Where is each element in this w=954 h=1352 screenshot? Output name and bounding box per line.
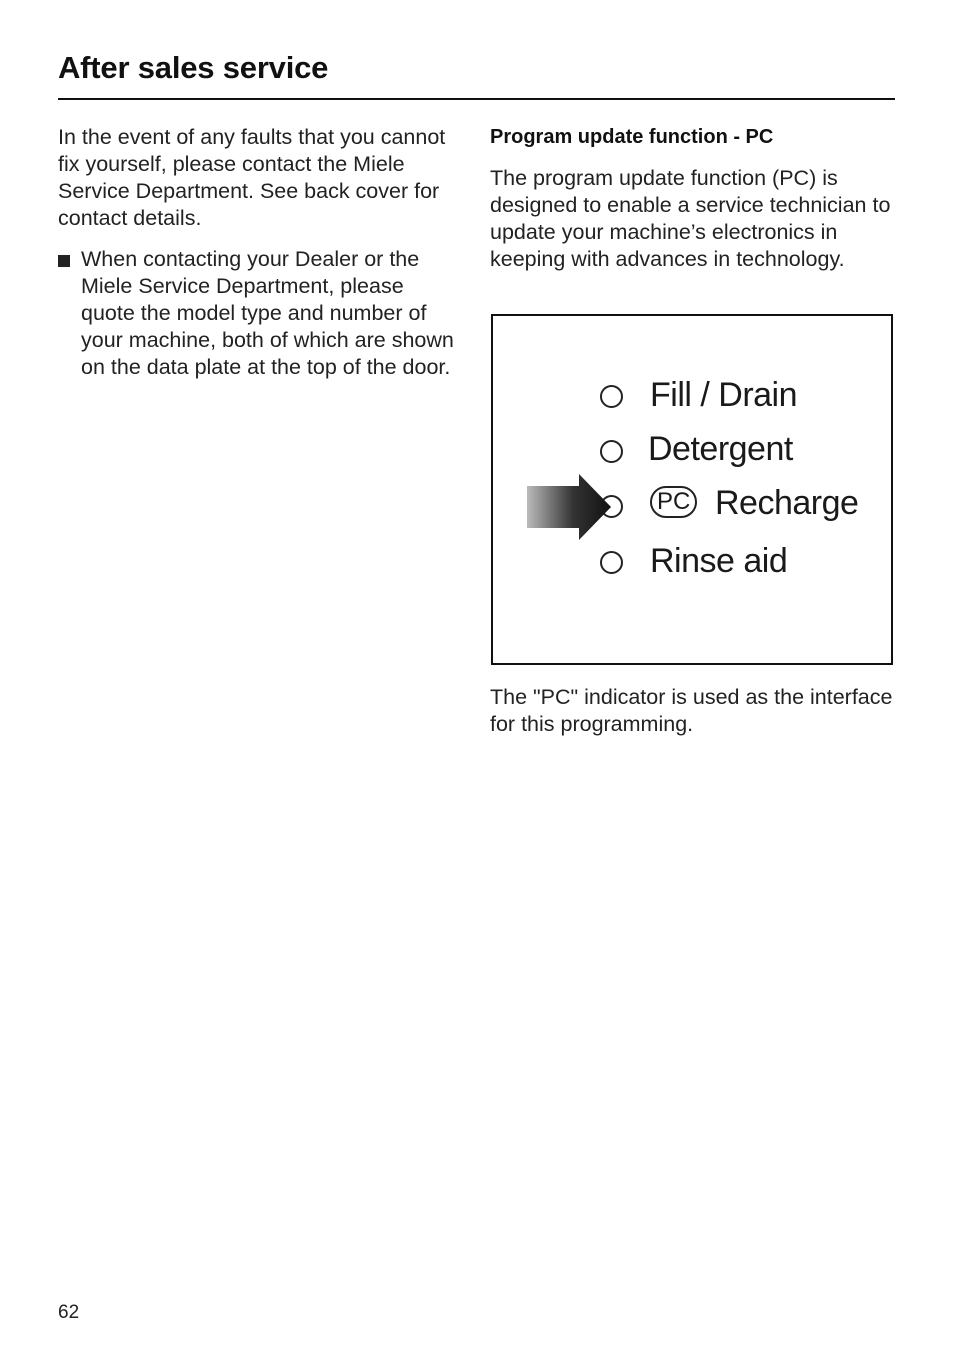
title-divider: [58, 98, 895, 100]
page-number: 62: [58, 1302, 80, 1323]
arrow-right-icon: [527, 474, 611, 540]
bullet-text: When contacting your Dealer or the Miele Service Department, please quote the model type and number of your machine, both of which are shown on the data plate at the top of the door.: [81, 247, 454, 379]
right-column: [490, 124, 900, 273]
panel-label-recharge: Recharge: [715, 484, 859, 522]
indicator-led-icon: [600, 440, 623, 463]
intro-paragraph: In the event of any faults that you cannot fix yourself, please contact the Miele Service Department. See back cover for contact details.: [58, 125, 446, 230]
indicator-led-icon: [600, 385, 623, 408]
page-title: After sales service: [58, 50, 329, 85]
panel-label-rinse-aid: Rinse aid: [650, 542, 788, 580]
left-column: [58, 124, 458, 381]
figure-caption: The "PC" indicator is used as the interface for this programming.: [490, 685, 893, 736]
section-subheading: Program update function - PC: [490, 126, 774, 148]
indicator-led-icon: [600, 551, 623, 574]
pc-badge: PC: [650, 486, 697, 518]
bullet-item: [58, 246, 458, 381]
panel-label-detergent: Detergent: [648, 430, 793, 468]
panel-label-fill-drain: Fill / Drain: [650, 376, 798, 414]
control-panel-illustration: [491, 314, 893, 665]
square-bullet-icon: [58, 255, 70, 267]
pc-description-paragraph: The program update function (PC) is designed to enable a service technician to update your machine’s electronics in keeping with advances in technology.: [490, 166, 891, 271]
